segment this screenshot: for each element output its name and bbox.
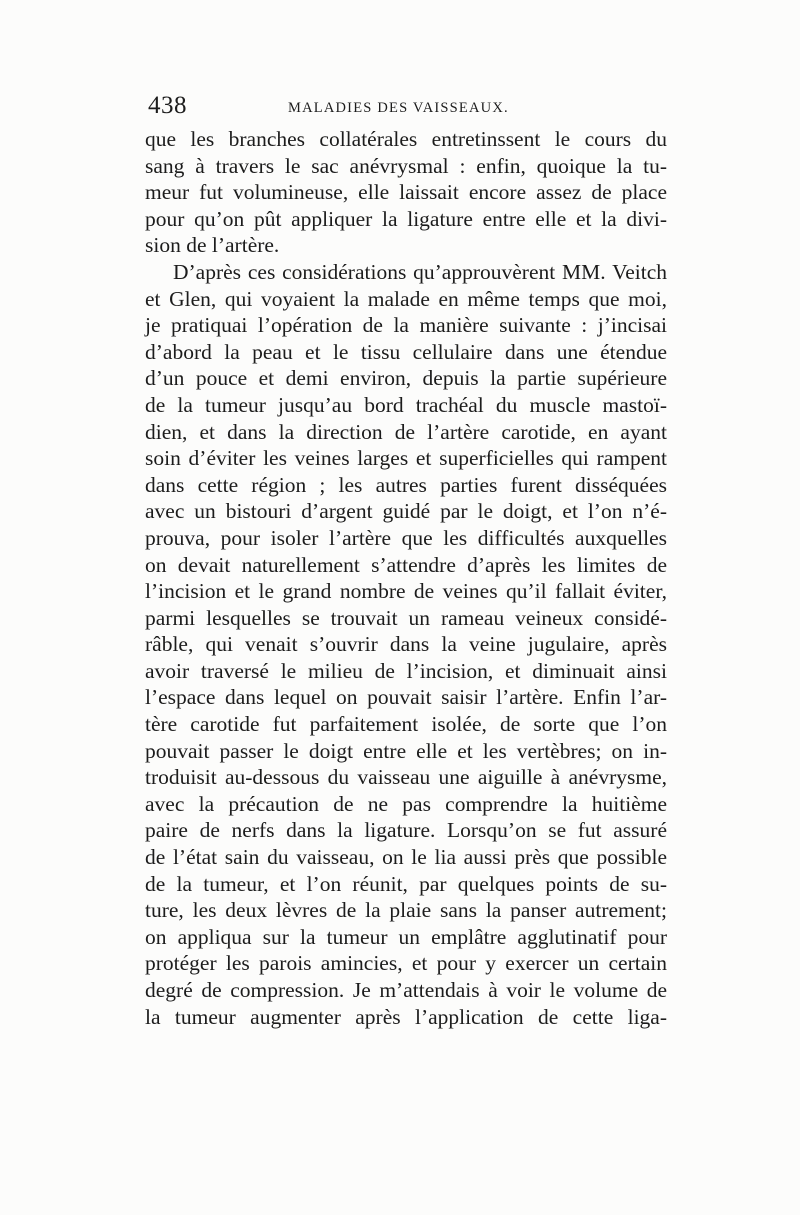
text-line: dien, et dans la direction de l’artère carotide, en ayant <box>145 419 667 444</box>
text-line: degré de compression. Je m’attendais à voir le volume de <box>145 978 667 1002</box>
body-text <box>145 126 667 1030</box>
text-line: râble, qui venait s’ouvrir dans la veine jugulaire, après <box>145 632 667 657</box>
text-line: pour qu’on pût appliquer la ligature entre elle et la divi- <box>145 206 667 231</box>
text-line: sion de l’artère. <box>145 233 280 258</box>
running-title: MALADIES DES VAISSEAUX. <box>288 100 509 116</box>
text-line: de l’état sain du vaisseau, on le lia aussi près que possible <box>145 845 667 870</box>
text-line: l’espace dans lequel on pouvait saisir l’artère. Enfin l’ar- <box>145 685 667 710</box>
text-line: paire de nerfs dans la ligature. Lorsqu’on se fut assuré <box>145 818 667 843</box>
text-line: soin d’éviter les veines larges et superficielles qui rampent <box>145 446 667 471</box>
text-line: avec un bistouri d’argent guidé par le doigt, et l’on n’é- <box>145 499 667 524</box>
text-line: pouvait passer le doigt entre elle et les vertèbres; on in- <box>145 738 667 763</box>
text-line: de la tumeur, et l’on réunit, par quelques points de su- <box>145 871 667 896</box>
text-line: avoir traversé le milieu de l’incision, et diminuait ainsi <box>145 658 667 683</box>
text-line: protéger les parois amincies, et pour y exercer un certain <box>145 951 667 976</box>
text-line: je pratiquai l’opération de la manière suivante : j’incisai <box>145 313 667 338</box>
text-line: l’incision et le grand nombre de veines qu’il fallait éviter, <box>145 579 667 604</box>
text-line: dans cette région ; les autres parties furent disséquées <box>145 472 667 497</box>
text-line: que les branches collatérales entretinssent le cours du <box>145 127 667 151</box>
text-line: on devait naturellement s’attendre d’après les limites de <box>145 552 667 577</box>
text-line: la tumeur augmenter après l’application de cette liga- <box>145 1004 667 1029</box>
text-line: d’un pouce et demi environ, depuis la partie supérieure <box>145 366 667 391</box>
text-line: on appliqua sur la tumeur un emplâtre agglutinatif pour <box>145 924 667 949</box>
text-line: d’abord la peau et le tissu cellulaire dans une étendue <box>145 339 667 364</box>
text-line: troduisit au-dessous du vaisseau une aiguille à anévrysme, <box>145 765 667 790</box>
text-line: D’après ces considérations qu’approuvèrent MM. Veitch <box>173 259 667 284</box>
text-line: meur fut volumineuse, elle laissait encore assez de place <box>145 180 667 205</box>
page-number: 438 <box>148 92 187 119</box>
text-line: avec la précaution de ne pas comprendre la huitième <box>145 791 667 816</box>
text-line: prouva, pour isoler l’artère que les difficultés auxquelles <box>145 525 667 550</box>
text-line: sang à travers le sac anévrysmal : enfin, quoique la tu- <box>145 153 667 178</box>
text-line: tère carotide fut parfaitement isolée, de sorte que l’on <box>145 712 667 737</box>
text-line: ture, les deux lèvres de la plaie sans la panser autrement; <box>145 898 667 923</box>
page-header <box>148 92 666 122</box>
text-line: et Glen, qui voyaient la malade en même temps que moi, <box>145 286 667 311</box>
text-line: parmi lesquelles se trouvait un rameau veineux considé- <box>145 605 667 630</box>
text-line: de la tumeur jusqu’au bord trachéal du muscle mastoï- <box>145 392 667 417</box>
